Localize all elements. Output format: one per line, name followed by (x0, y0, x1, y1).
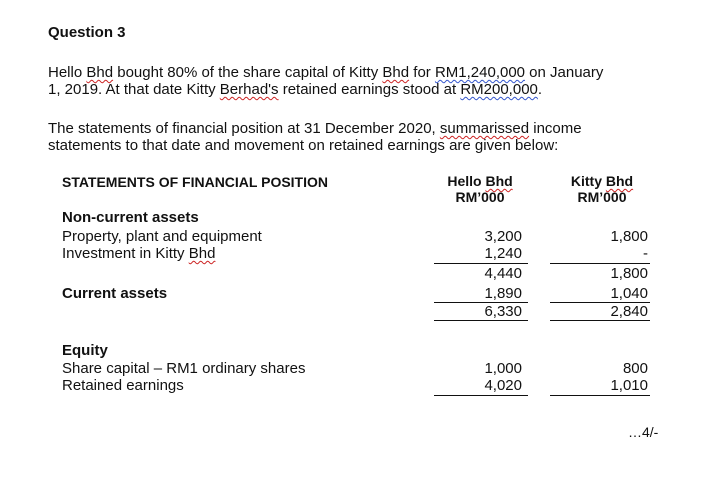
question-title: Question 3 (48, 24, 126, 41)
total-kitty-value: 2,840 (610, 303, 648, 320)
text-segment: . (537, 81, 543, 98)
investment-label (62, 245, 215, 262)
column-header-company (430, 173, 530, 189)
text-segment: Hello (48, 64, 83, 81)
text-segment: for (409, 64, 435, 81)
column-header-hello (430, 173, 530, 205)
text-segment: Bhd (382, 64, 410, 81)
intro-paragraph-line-1 (48, 64, 603, 81)
statements-paragraph-line-1 (48, 120, 582, 137)
text-segment: Bhd (605, 173, 634, 189)
current-assets-kitty-value: 1,040 (610, 285, 648, 302)
text-segment: on January (525, 64, 604, 81)
share-capital-hello-value: 1,000 (484, 360, 522, 377)
double-rule (550, 320, 650, 321)
subtotal-rule (434, 263, 528, 264)
retained-earnings-label: Retained earnings (62, 377, 184, 394)
table-title: STATEMENTS OF FINANCIAL POSITION (62, 174, 328, 190)
text-segment: Bhd (485, 173, 513, 189)
text-segment: Bhd (188, 245, 216, 262)
text-segment: Hello (447, 173, 486, 189)
retained-earnings-hello-value: 4,020 (484, 377, 522, 394)
retained-earnings-kitty-value: 1,010 (610, 377, 648, 394)
equity-rule (434, 395, 528, 396)
text-segment: Bhd (86, 64, 114, 81)
text-segment: summarissed (439, 120, 530, 137)
column-header-kitty (552, 173, 652, 205)
ppe-kitty-value: 1,800 (610, 228, 648, 245)
text-segment: Kitty (570, 173, 606, 189)
text-segment: RM1,240,000 (434, 64, 526, 81)
current-assets-heading: Current assets (62, 285, 168, 302)
subtotal-rule (550, 263, 650, 264)
nca-total-hello-value: 4,440 (484, 265, 522, 282)
column-header-unit: RM’000 (577, 189, 627, 205)
total-hello-value: 6,330 (484, 303, 522, 320)
text-segment: bought 80% of the share capital of Kitty (113, 64, 383, 81)
share-capital-kitty-value: 800 (622, 360, 648, 377)
text-segment: income (529, 120, 582, 137)
current-assets-hello-value: 1,890 (484, 285, 522, 302)
nca-total-kitty-value: 1,800 (610, 265, 648, 282)
share-capital-label: Share capital – RM1 ordinary shares (62, 360, 306, 377)
non-current-assets-heading: Non-current assets (62, 209, 199, 226)
text-segment: retained earnings stood at (278, 81, 461, 98)
equity-heading: Equity (62, 342, 108, 359)
double-rule (434, 320, 528, 321)
text-segment: 1, 2019. At that date Kitty (48, 81, 220, 98)
column-header-unit: RM’000 (455, 189, 505, 205)
text-segment: Investment in Kitty (62, 245, 189, 262)
equity-rule (550, 395, 650, 396)
investment-kitty-value: - (643, 245, 648, 262)
ppe-hello-value: 3,200 (484, 228, 522, 245)
page-footer: …4/- (628, 424, 659, 440)
ppe-label: Property, plant and equipment (62, 228, 262, 245)
column-header-company (552, 173, 652, 189)
statements-paragraph-line-2: statements to that date and movement on retained earnings are given below: (48, 137, 559, 154)
text-segment: Berhad's (219, 81, 279, 98)
investment-hello-value: 1,240 (484, 245, 522, 262)
text-segment: The statements of financial position at 31 December 2020, (48, 120, 440, 137)
text-segment: RM200,000 (460, 81, 538, 98)
intro-paragraph-line-2 (48, 81, 542, 98)
